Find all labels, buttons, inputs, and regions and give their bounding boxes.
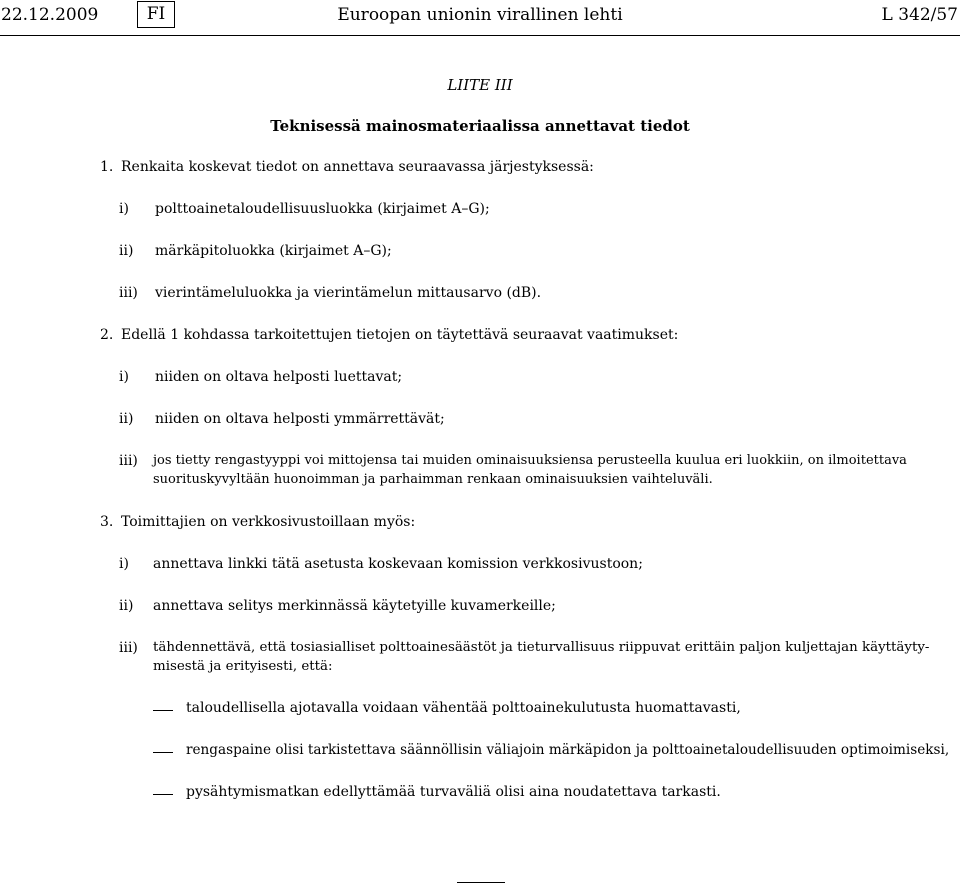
item-text: annettava selitys merkinnässä käytetyille kuvamerkeille; bbox=[153, 598, 556, 614]
item-text: jos tietty rengastyyppi voi mittojensa tai muiden ominaisuuksiensa perusteella kuulua eri luokkiin, on ilmoitettava bbox=[153, 453, 907, 468]
language-code-box: FI bbox=[137, 1, 175, 28]
item-text: märkäpitoluokka (kirjaimet A–G); bbox=[155, 243, 392, 259]
item-text: niiden on oltava helposti luettavat; bbox=[155, 369, 403, 385]
page-reference: L 342/57 bbox=[881, 5, 958, 25]
item-text-continued: misestä ja erityisesti, että: bbox=[153, 659, 333, 674]
item-number: i) bbox=[119, 369, 129, 385]
end-rule bbox=[457, 882, 505, 883]
annex-label: LIITE III bbox=[447, 76, 513, 94]
dash-marker bbox=[153, 710, 173, 711]
page-header bbox=[0, 0, 960, 36]
item-number: i) bbox=[119, 556, 129, 572]
item-number: ii) bbox=[119, 598, 134, 614]
bullet-text: pysähtymismatkan edellyttämää turvaväliä olisi aina noudatettava tarkasti. bbox=[186, 784, 721, 800]
header-rule bbox=[0, 35, 960, 36]
item-text: tähdennettävä, että tosiasialliset polttoainesäästöt ja tieturvallisuus riippuvat erittäin paljon kuljettajan käyttäyty- bbox=[153, 640, 930, 655]
section-text: Renkaita koskevat tiedot on annettava seuraavassa järjestyksessä: bbox=[121, 159, 594, 175]
annex-title: Teknisessä mainosmateriaalissa annettavat tiedot bbox=[270, 117, 690, 135]
item-number: i) bbox=[119, 201, 129, 217]
section-number: 2. bbox=[100, 327, 114, 343]
section-text: Edellä 1 kohdassa tarkoitettujen tietojen on täytettävä seuraavat vaatimukset: bbox=[121, 327, 679, 343]
item-number: ii) bbox=[119, 243, 134, 259]
item-text: annettava linkki tätä asetusta koskevaan komission verkkosivustoon; bbox=[153, 556, 643, 572]
dash-marker bbox=[153, 752, 173, 753]
item-number: iii) bbox=[119, 453, 138, 469]
section-number: 1. bbox=[100, 159, 114, 175]
publication-date: 22.12.2009 bbox=[1, 5, 99, 25]
item-text-continued: suorituskyvyltään huonoimman ja parhaimman renkaan ominaisuuksien vaihteluväli. bbox=[153, 472, 713, 487]
dash-marker bbox=[153, 794, 173, 795]
item-number: iii) bbox=[119, 640, 138, 656]
item-text: polttoainetaloudellisuusluokka (kirjaimet A–G); bbox=[155, 201, 490, 217]
item-text: niiden on oltava helposti ymmärrettävät; bbox=[155, 411, 445, 427]
bullet-text: rengaspaine olisi tarkistettava säännöllisin väliajoin märkäpidon ja polttoainetaloudellisuuden optimoimiseksi, bbox=[186, 742, 950, 758]
item-number: iii) bbox=[119, 285, 138, 301]
item-number: ii) bbox=[119, 411, 134, 427]
bullet-text: taloudellisella ajotavalla voidaan vähentää polttoainekulutusta huomattavasti, bbox=[186, 700, 741, 716]
section-text: Toimittajien on verkkosivustoillaan myös: bbox=[121, 514, 416, 530]
item-text: vierintämeluluokka ja vierintämelun mittausarvo (dB). bbox=[155, 285, 542, 301]
section-number: 3. bbox=[100, 514, 114, 530]
journal-title: Euroopan unionin virallinen lehti bbox=[337, 5, 623, 25]
